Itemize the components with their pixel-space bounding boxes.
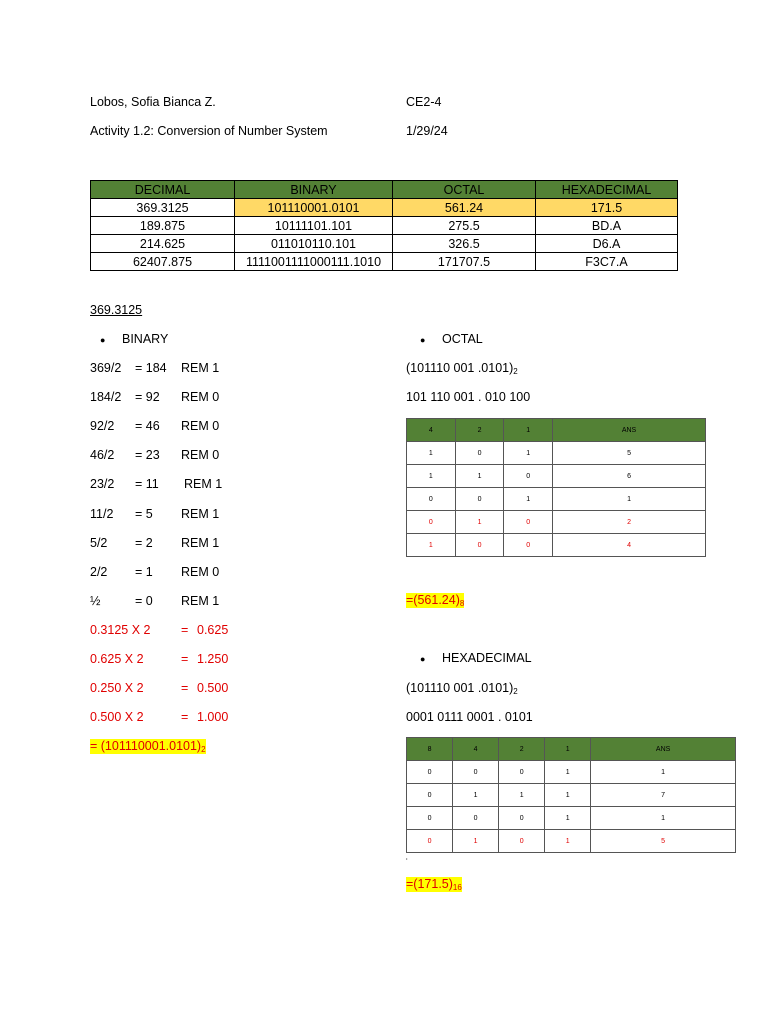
table-cell: 1111001111000111.1010 xyxy=(235,253,393,271)
step-expr: 5/2 xyxy=(90,536,108,550)
octal-input-base: 2 xyxy=(513,367,518,376)
header-cell: ANS xyxy=(553,419,706,442)
fraction-eq: = xyxy=(181,623,189,637)
table-cell: F3C7.A xyxy=(536,253,678,271)
fraction-eq: = xyxy=(181,652,189,666)
octal-result-base: 8 xyxy=(459,599,465,608)
student-name: Lobos, Sofia Bianca Z. xyxy=(90,95,216,109)
table-cell: 4 xyxy=(553,534,706,557)
table-cell: 6 xyxy=(553,465,706,488)
table-cell: 1 xyxy=(545,784,591,807)
step-remainder: REM 0 xyxy=(181,419,220,433)
table-cell: 1 xyxy=(499,784,545,807)
header-binary: BINARY xyxy=(235,181,393,199)
step-quotient: = 92 xyxy=(135,390,160,404)
table-cell: 561.24 xyxy=(393,199,536,217)
table-row xyxy=(407,442,706,465)
table-cell: 0 xyxy=(499,807,545,830)
hex-result-value: =(171.5) xyxy=(406,877,453,891)
step-remainder: REM 1 xyxy=(181,594,220,608)
hex-grouped: 0001 0111 0001 . 0101 xyxy=(406,710,533,724)
step-expr: 92/2 xyxy=(90,419,115,433)
hexadecimal-label: HEXADECIMAL xyxy=(442,651,532,665)
header-cell: 1 xyxy=(504,419,553,442)
fraction-value: 1.000 xyxy=(197,710,229,724)
fraction-value: 0.625 xyxy=(197,623,229,637)
conversion-table-header xyxy=(91,181,678,199)
hex-result-base: 16 xyxy=(452,883,462,892)
octal-result xyxy=(406,593,464,608)
table-cell: 1 xyxy=(407,465,456,488)
step-remainder: REM 1 xyxy=(181,507,220,521)
header-cell: 4 xyxy=(453,738,499,761)
fraction-expr: 0.500 X 2 xyxy=(90,710,144,724)
step-expr: 2/2 xyxy=(90,565,108,579)
step-remainder: REM 1 xyxy=(181,361,220,375)
table-cell: 0 xyxy=(455,534,504,557)
step-remainder: REM 0 xyxy=(181,390,220,404)
table-cell: 1 xyxy=(545,807,591,830)
section-code: CE2-4 xyxy=(406,95,442,109)
table-cell: 0 xyxy=(504,534,553,557)
step-expr: ½ xyxy=(90,594,101,608)
table-cell: 0 xyxy=(499,761,545,784)
fraction-value: 0.500 xyxy=(197,681,229,695)
fraction-value: 1.250 xyxy=(197,652,229,666)
step-expr: 184/2 xyxy=(90,390,122,404)
step-expr: 23/2 xyxy=(90,477,115,491)
step-remainder: REM 1 xyxy=(181,536,220,550)
hex-input-base: 2 xyxy=(513,687,518,696)
table-cell: 1 xyxy=(453,784,499,807)
table-cell: 171707.5 xyxy=(393,253,536,271)
table-cell: 0 xyxy=(453,807,499,830)
table-cell: 0 xyxy=(407,761,453,784)
step-quotient: = 5 xyxy=(135,507,153,521)
table-cell: 1 xyxy=(455,465,504,488)
table-cell: 0 xyxy=(455,442,504,465)
table-cell: 0 xyxy=(499,830,545,853)
step-remainder: REM 0 xyxy=(181,448,220,462)
table-cell: 62407.875 xyxy=(91,253,235,271)
table-cell: 0 xyxy=(407,784,453,807)
octal-table xyxy=(406,418,706,557)
table-cell: 1 xyxy=(545,761,591,784)
table-row xyxy=(407,784,736,807)
table-row xyxy=(407,761,736,784)
step-remainder: REM 0 xyxy=(181,565,220,579)
header-cell: 2 xyxy=(455,419,504,442)
table-cell: 0 xyxy=(504,465,553,488)
binary-result-value: = (101110001.0101) xyxy=(90,739,202,753)
table-row xyxy=(407,511,706,534)
section-title: 369.3125 xyxy=(90,303,143,317)
division-step xyxy=(90,361,121,375)
table-cell: 1 xyxy=(453,830,499,853)
header-cell: 1 xyxy=(545,738,591,761)
activity-title: Activity 1.2: Conversion of Number System xyxy=(90,124,328,138)
binary-result xyxy=(90,739,206,754)
table-row xyxy=(91,235,678,253)
hexadecimal-table xyxy=(406,737,736,853)
octal-heading xyxy=(420,332,483,346)
table-cell: 275.5 xyxy=(393,217,536,235)
hexadecimal-heading xyxy=(420,651,532,665)
table-cell: 10111101.101 xyxy=(235,217,393,235)
table-cell: 0 xyxy=(504,511,553,534)
step-quotient: = 2 xyxy=(135,536,153,550)
binary-result-base: 2 xyxy=(201,745,206,754)
table-cell: 1 xyxy=(455,511,504,534)
octal-result-value: =(561.24) xyxy=(406,593,460,607)
step-quotient: = 184 xyxy=(135,361,167,375)
table-cell: 5 xyxy=(591,830,736,853)
step-quotient: = 23 xyxy=(135,448,160,462)
table-cell: 171.5 xyxy=(536,199,678,217)
table-cell: 0 xyxy=(455,488,504,511)
octal-label: OCTAL xyxy=(442,332,483,346)
hex-result xyxy=(406,877,462,892)
table-cell: 189.875 xyxy=(91,217,235,235)
table-cell: 2 xyxy=(553,511,706,534)
octal-input-value: (101110 001 .0101) xyxy=(406,361,514,375)
stray-dot: • xyxy=(406,856,408,861)
table-cell: 1 xyxy=(553,488,706,511)
table-cell: 1 xyxy=(545,830,591,853)
binary-heading xyxy=(100,332,168,346)
fraction-expr: 0.250 X 2 xyxy=(90,681,144,695)
table-cell: 1 xyxy=(407,442,456,465)
table-cell: 7 xyxy=(591,784,736,807)
binary-label: BINARY xyxy=(122,332,169,346)
table-cell: 0 xyxy=(407,511,456,534)
table-cell: BD.A xyxy=(536,217,678,235)
table-cell: 1 xyxy=(591,761,736,784)
bullet-icon: ● xyxy=(420,335,426,345)
table-cell: 369.3125 xyxy=(91,199,235,217)
hex-input xyxy=(406,681,518,696)
step-quotient: = 0 xyxy=(135,594,153,608)
table-cell: 0 xyxy=(407,830,453,853)
table-row xyxy=(91,253,678,271)
hex-table-header xyxy=(407,738,736,761)
table-row xyxy=(407,807,736,830)
fraction-expr: 0.3125 X 2 xyxy=(90,623,151,637)
step-expr: 369/2 xyxy=(90,361,122,375)
step-expr: 46/2 xyxy=(90,448,115,462)
header-hexadecimal: HEXADECIMAL xyxy=(536,181,678,199)
table-cell: 5 xyxy=(553,442,706,465)
conversion-table xyxy=(90,180,678,271)
header-octal: OCTAL xyxy=(393,181,536,199)
fraction-expr: 0.625 X 2 xyxy=(90,652,144,666)
step-quotient: = 1 xyxy=(135,565,153,579)
octal-grouped: 101 110 001 . 010 100 xyxy=(406,390,531,404)
octal-input xyxy=(406,361,518,376)
table-cell: 0 xyxy=(407,807,453,830)
header-decimal: DECIMAL xyxy=(91,181,235,199)
fraction-eq: = xyxy=(181,710,189,724)
table-row xyxy=(91,199,678,217)
table-row xyxy=(407,534,706,557)
table-row xyxy=(407,488,706,511)
header-cell: 8 xyxy=(407,738,453,761)
step-remainder: REM 1 xyxy=(184,477,223,491)
table-cell: 1 xyxy=(504,442,553,465)
table-row xyxy=(407,830,736,853)
header-cell: ANS xyxy=(591,738,736,761)
octal-table-header xyxy=(407,419,706,442)
fraction-eq: = xyxy=(181,681,189,695)
table-cell: 1 xyxy=(591,807,736,830)
table-cell: 101110001.0101 xyxy=(235,199,393,217)
step-quotient: = 11 xyxy=(135,477,159,491)
hex-input-value: (101110 001 .0101) xyxy=(406,681,514,695)
table-cell: D6.A xyxy=(536,235,678,253)
table-cell: 1 xyxy=(504,488,553,511)
table-row xyxy=(91,217,678,235)
table-cell: 0 xyxy=(453,761,499,784)
bullet-icon: ● xyxy=(420,654,426,664)
table-cell: 326.5 xyxy=(393,235,536,253)
table-row xyxy=(407,465,706,488)
table-cell: 1 xyxy=(407,534,456,557)
table-cell: 214.625 xyxy=(91,235,235,253)
table-cell: 0 xyxy=(407,488,456,511)
bullet-icon: ● xyxy=(100,335,106,345)
step-quotient: = 46 xyxy=(135,419,160,433)
header-cell: 2 xyxy=(499,738,545,761)
header-cell: 4 xyxy=(407,419,456,442)
activity-date: 1/29/24 xyxy=(406,124,448,138)
table-cell: 011010110.101 xyxy=(235,235,393,253)
step-expr: 11/2 xyxy=(90,507,114,521)
